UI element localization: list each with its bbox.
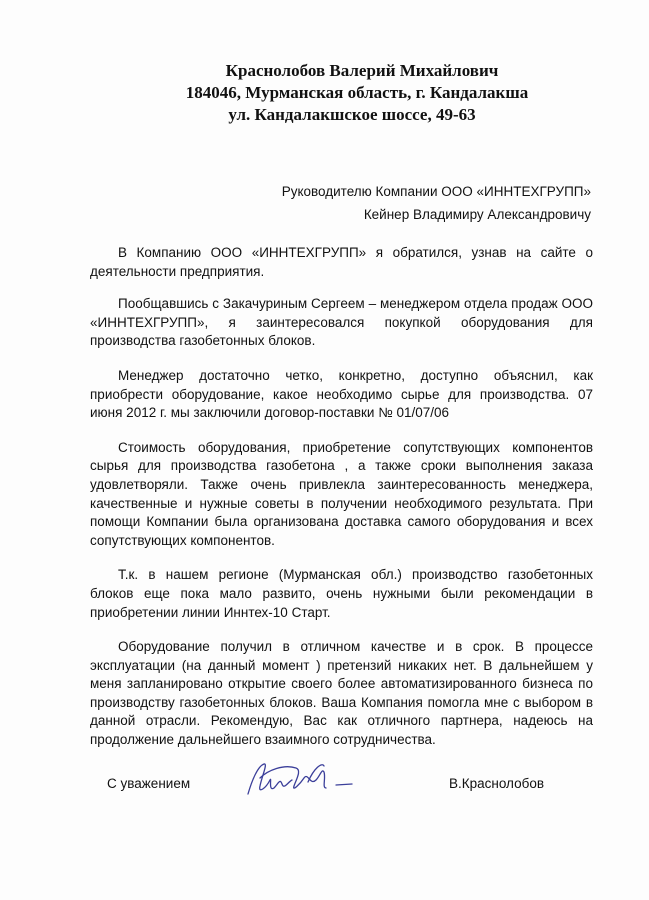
recipient-line1: Руководителю Компании ООО «ИННТЕХГРУПП»	[281, 184, 591, 199]
recipient-line2: Кейнер Владимиру Александровичу	[363, 207, 591, 222]
paragraph-1: В Компанию ООО «ИННТЕХГРУПП» я обратился, узнав на сайте о деятельности предприятия.	[90, 245, 593, 279]
paragraph-5: Т.к. в нашем регионе (Мурманская обл.) производство газобетонных блоков еще пока мало развито, очень нужными были рекомендации в приобретении линии Иннтех-10 Старт.	[90, 567, 593, 620]
signature-dash	[336, 784, 352, 785]
handwritten-signature	[238, 758, 368, 804]
recipient-block	[171, 180, 591, 226]
letter-body	[90, 244, 593, 750]
signer-name: В.Краснолобов	[449, 776, 545, 791]
paragraph-4: Стоимость оборудования, приобретение сопутствующих компонентов сырья для производства газобетона , а также сроки выполнения заказа удовлетворяли. Также очень привлекла заинтересованность менеджера, качественные и нужные советы в получении необходимого результата. При помощи Компании была организована доставка самого оборудования и всех сопутствующих компонентов.	[90, 439, 593, 548]
closing-greeting: С уважением	[107, 776, 191, 791]
paragraph-6: Оборудование получил в отличном качестве и в срок. В процессе эксплуатации (на данный момент ) претензий никаких нет. В дальнейшем у меня запланировано открытие своего более автоматизированного бизнеса по производству газобетонных блоков. Ваша Компания помогла мне с выбором в данной отрасли. Рекомендую, Вас как отличного партнера, надеюсь на продолжение дальнейшего взаимного сотрудничества.	[90, 639, 593, 748]
sender-name: Краснолобов Валерий Михайлович	[225, 61, 499, 80]
paragraph-3: Менеджер достаточно четко, конкретно, доступно объяснил, как приобрести оборудование, какое необходимо сырье для производства. 07 июня 2012 г. мы заключили договор-поставки № 01/07/06	[90, 367, 593, 421]
sender-address-line2: ул. Кандалакшское шоссе, 49-63	[228, 105, 476, 124]
sender-address-line1: 184046, Мурманская область, г. Кандалакша	[185, 83, 529, 102]
sender-block	[0, 60, 649, 126]
signature-stroke-1	[248, 764, 292, 794]
paragraph-2: Пообщавшись с Закачуриным Сергеем – менеджером отдела продаж ООО «ИННТЕХГРУПП», я заинтересовался покупкой оборудования для производства газобетонных блоков.	[90, 296, 593, 349]
